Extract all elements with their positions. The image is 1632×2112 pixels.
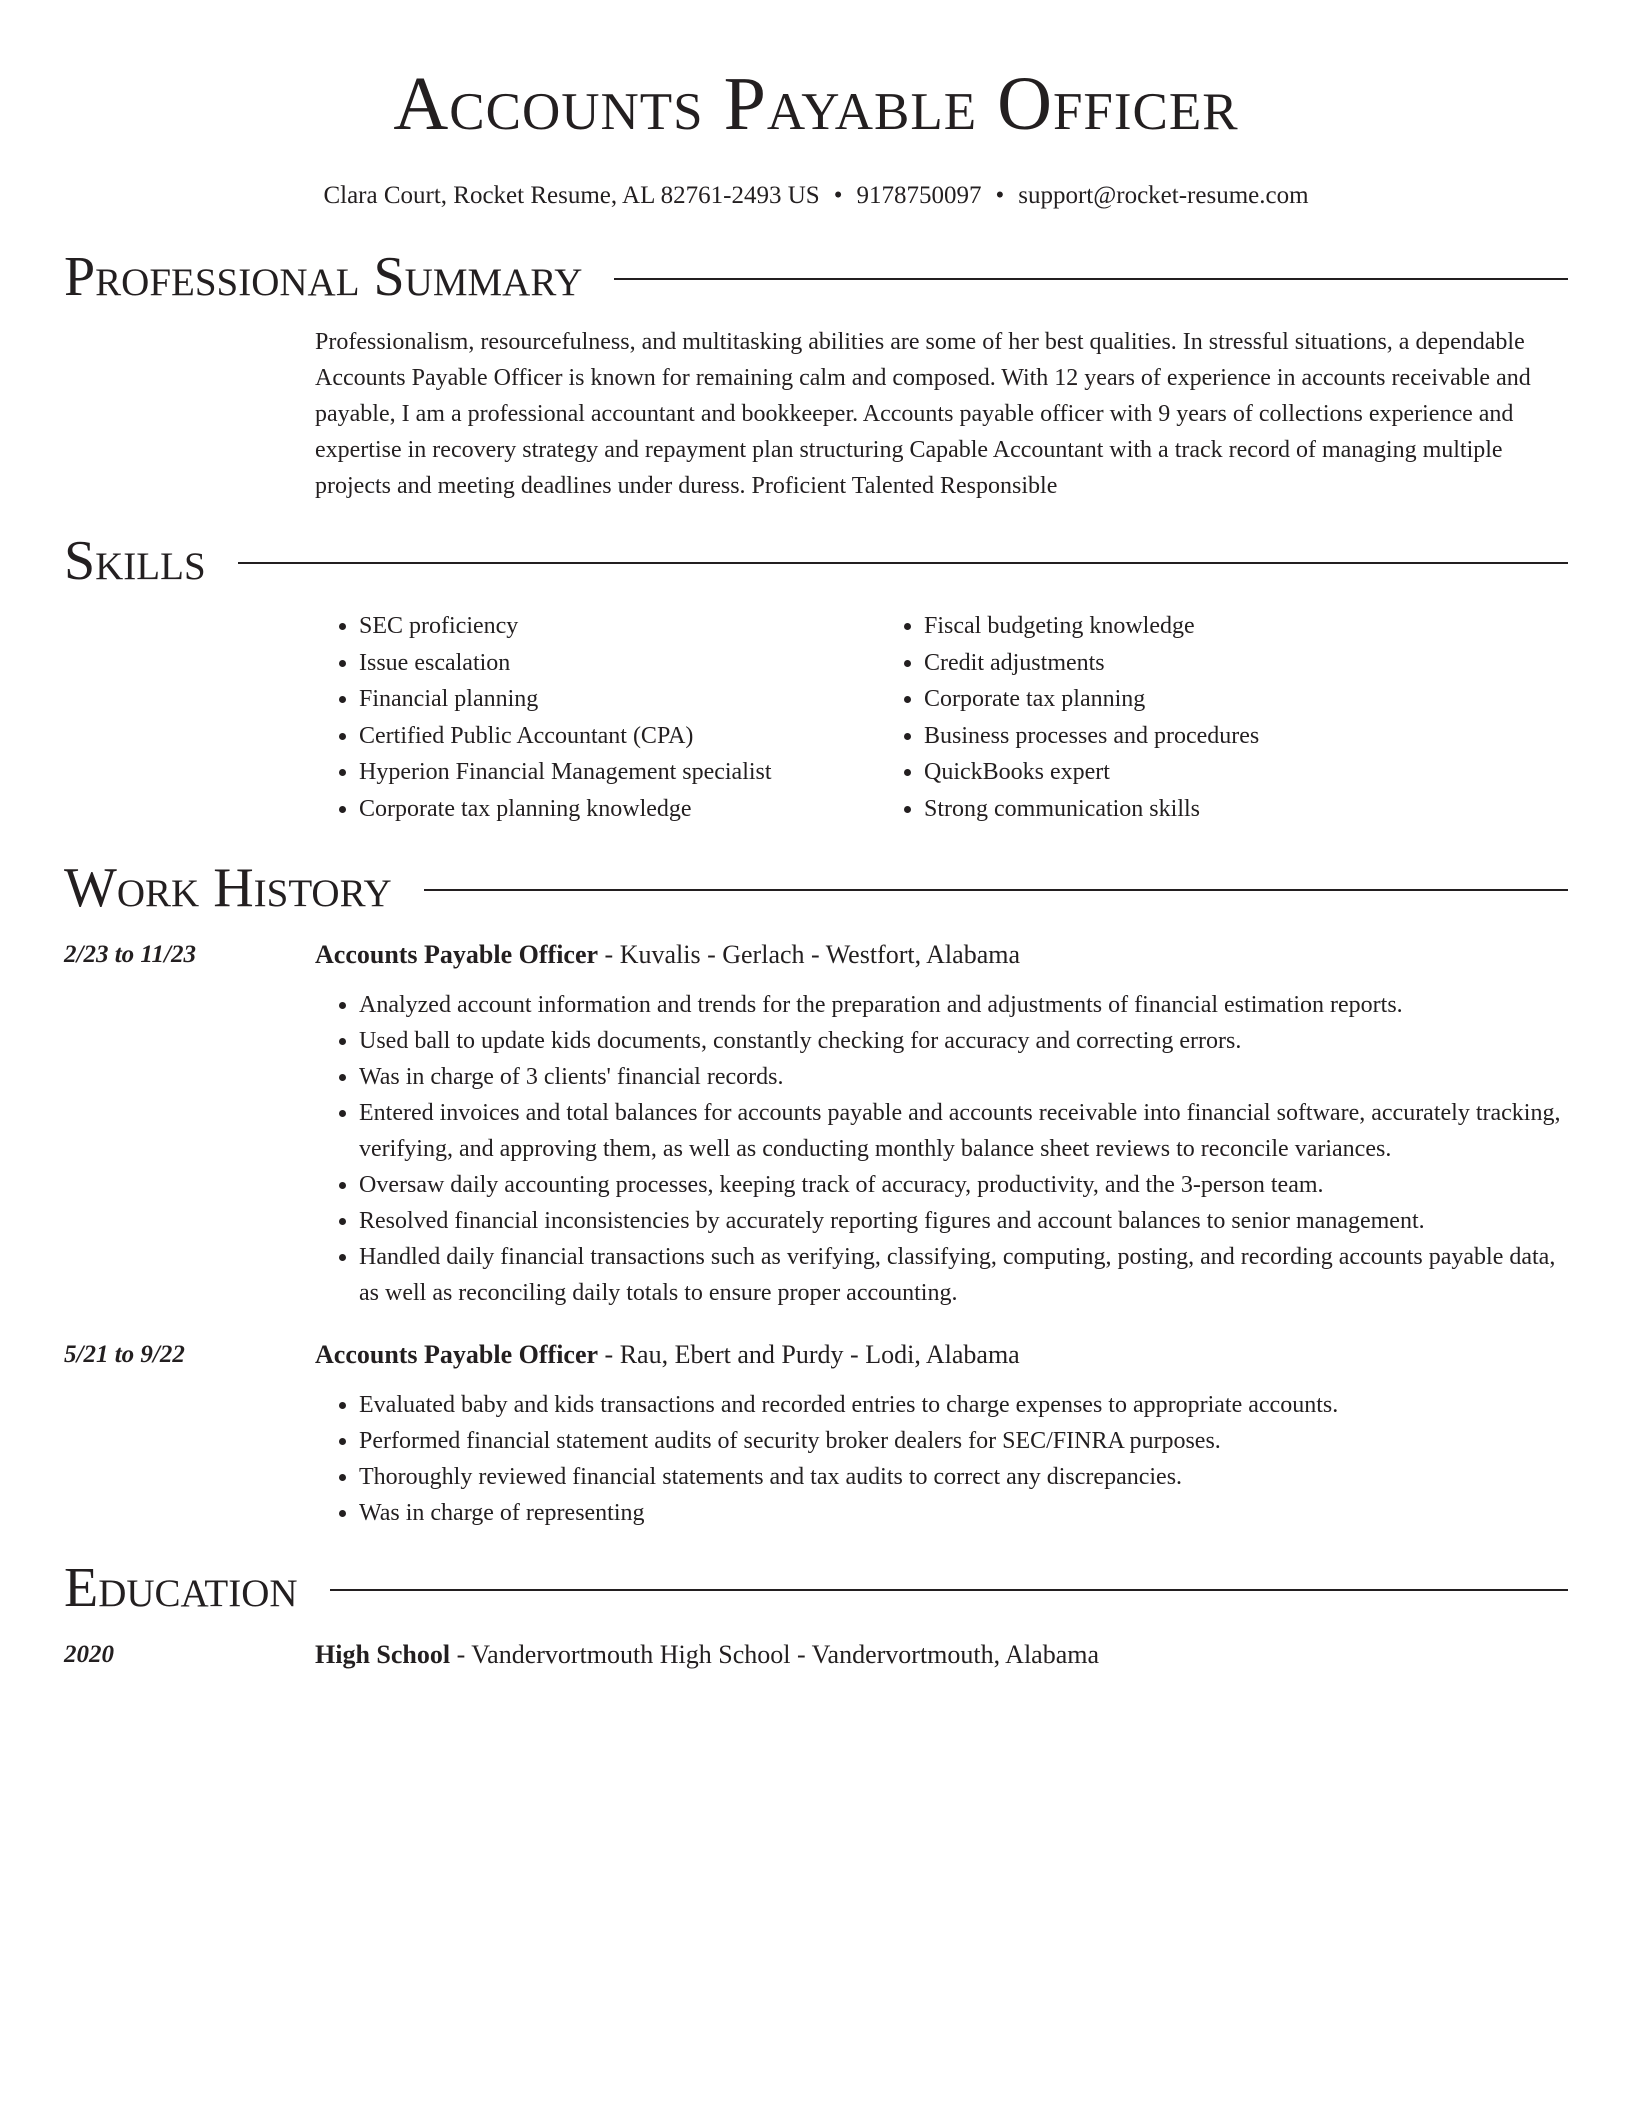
education-heading: [315, 1637, 1568, 1673]
skills-column-left: [315, 608, 890, 827]
skills-grid: [315, 608, 1568, 827]
education-section-header: [64, 1553, 1568, 1623]
skill-item: • Fiscal budgeting knowledge: [924, 608, 1465, 645]
section-divider: [614, 278, 1568, 280]
contact-separator: •: [995, 182, 1005, 209]
job-bullet: • Resolved financial inconsistencies by accurately reporting figures and account balances to senior management.: [359, 1203, 1568, 1239]
education-entry: [64, 1637, 1568, 1673]
skills-section-title: Skills: [64, 530, 206, 592]
section-divider: [424, 889, 1568, 891]
job-bullet: • Thoroughly reviewed financial statements and tax audits to correct any discrepancies.: [359, 1459, 1568, 1495]
education-dates: 2020: [64, 1641, 114, 1668]
job-bullet: • Performed financial statement audits of security broker dealers for SEC/FINRA purposes.: [359, 1423, 1568, 1459]
skill-item: • Issue escalation: [359, 645, 890, 682]
skill-item: • Corporate tax planning: [924, 681, 1465, 718]
job-dates: 2/23 to 11/23: [64, 941, 196, 968]
summary-section: [315, 324, 1568, 504]
job-bullet-list: [315, 987, 1568, 1311]
contact-address: Clara Court, Rocket Resume, AL 82761-2493 US: [323, 182, 820, 209]
job-role: Accounts Payable Officer: [315, 1340, 599, 1369]
skill-item: • Corporate tax planning knowledge: [359, 791, 890, 828]
skills-section: [315, 608, 1568, 827]
skill-item: • Certified Public Accountant (CPA): [359, 718, 890, 755]
job-bullet: • Oversaw daily accounting processes, keeping track of accuracy, productivity, and the 3-person team.: [359, 1167, 1568, 1203]
job-employer: - Kuvalis - Gerlach - Westfort, Alabama: [598, 940, 1021, 969]
job-employer: - Rau, Ebert and Purdy - Lodi, Alabama: [598, 1340, 1020, 1369]
work-section-header: [64, 853, 1568, 923]
resume-title: Accounts Payable Officer: [393, 62, 1239, 146]
contact-separator: •: [833, 182, 843, 209]
job-heading: [315, 1337, 1568, 1373]
skills-column-right: [890, 608, 1465, 827]
job-bullet: • Analyzed account information and trends for the preparation and adjustments of financial estimation reports.: [359, 987, 1568, 1023]
job-entry: [64, 937, 1568, 1311]
job-bullet: • Was in charge of 3 clients' financial records.: [359, 1059, 1568, 1095]
job-bullet: • Used ball to update kids documents, constantly checking for accuracy and correcting errors.: [359, 1023, 1568, 1059]
work-section-title: Work History: [64, 857, 392, 919]
job-content: [315, 937, 1568, 1311]
skill-item: • Hyperion Financial Management specialist: [359, 754, 890, 791]
job-entry: [64, 1337, 1568, 1531]
education-school: - Vandervortmouth High School - Vandervortmouth, Alabama: [450, 1640, 1100, 1669]
job-heading: [315, 937, 1568, 973]
job-bullet: • Was in charge of representing: [359, 1495, 1568, 1531]
job-content: [315, 1337, 1568, 1531]
section-divider: [330, 1589, 1568, 1591]
contact-phone: 9178750097: [856, 182, 982, 209]
job-bullet-list: [315, 1387, 1568, 1531]
summary-text: Professionalism, resourcefulness, and multitasking abilities are some of her best qualities. In stressful situations, a dependable Accounts Payable Officer is known for remaining calm and composed. With 12 years of experience in accounts receivable and payable, I am a professional accountant and bookkeeper. Accounts payable officer with 9 years of collections experience and expertise in recovery strategy and repayment plan structuring Capable Accountant with a track record of managing multiple projects and meeting deadlines under duress. Proficient Talented Responsible: [315, 329, 1531, 499]
job-bullet: • Entered invoices and total balances for accounts payable and accounts receivable into financial software, accurately tracking, verifying, and approving them, as well as conducting monthly balance sheet reviews to reconcile variances.: [359, 1095, 1568, 1167]
summary-section-header: [64, 242, 1568, 312]
skill-item: • Credit adjustments: [924, 645, 1465, 682]
contact-line: [64, 180, 1568, 212]
skill-item: • QuickBooks expert: [924, 754, 1465, 791]
skill-item: • Strong communication skills: [924, 791, 1465, 828]
summary-section-title: Professional Summary: [64, 246, 583, 308]
education-degree: High School: [315, 1640, 451, 1669]
skill-item: • Financial planning: [359, 681, 890, 718]
job-bullet: • Handled daily financial transactions such as verifying, classifying, computing, posting, and recording accounts payable data, as well as reconciling daily totals to ensure proper accounting.: [359, 1239, 1568, 1311]
job-role: Accounts Payable Officer: [315, 940, 599, 969]
skill-item: • SEC proficiency: [359, 608, 890, 645]
education-section-title: Education: [64, 1557, 298, 1619]
section-divider: [238, 562, 1568, 564]
skills-section-header: [64, 526, 1568, 596]
job-dates: 5/21 to 9/22: [64, 1341, 185, 1368]
job-bullet: • Evaluated baby and kids transactions and recorded entries to charge expenses to appropriate accounts.: [359, 1387, 1568, 1423]
education-content: [315, 1637, 1568, 1673]
contact-email: support@rocket-resume.com: [1018, 182, 1309, 209]
skill-item: • Business processes and procedures: [924, 718, 1465, 755]
